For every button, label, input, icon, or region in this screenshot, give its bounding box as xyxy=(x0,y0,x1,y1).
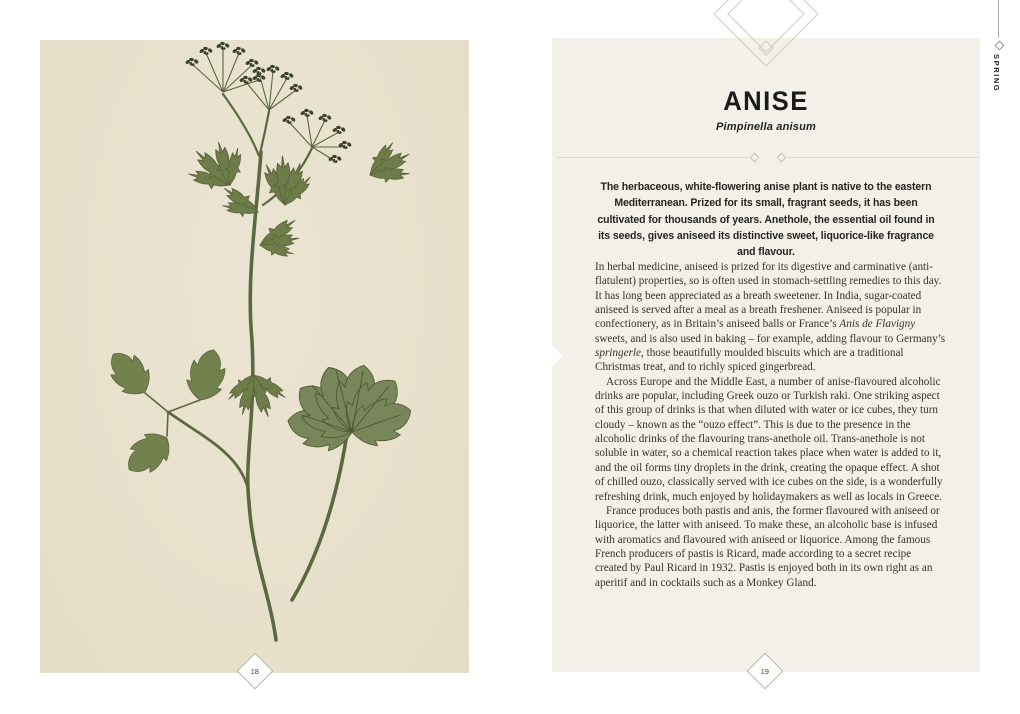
trifoliate-leaf xyxy=(100,343,231,483)
umbel-seeds xyxy=(185,42,352,164)
section-divider xyxy=(558,154,978,161)
umbel-rays xyxy=(192,48,345,161)
body-paragraph: Across Europe and the Middle East, a number of anise-flavoured alcoholic drinks are popular, including Greek ouzo or Turkish raki. One striking aspect of this group of drinks is that when diluted with water or ice cubes, they turn cloudy – known as the “ouzo effect”. This is due to the presence in the alcoholic drinks of the flavouring trans-anethole oil. Trans-anethole is not soluble in water, so a chemical reaction takes place when water is added to it, and the oil forms tiny droplets in the drink, creating the opaque effect. A shot of chilled ouzo, classically served with ice cubes on the side, is a wonderfully refreshing drink, much enjoyed by holidaymakers as well as locals in Greece. xyxy=(595,375,943,503)
body-paragraph: France produces both pastis and anis, the former flavoured with aniseed or liquorice, the latter with aniseed. To make these, an alcoholic base is infused with aromatics and flavoured with aniseed or liquorice. Among the famous French producers of pastis is Ricard, made according to a secret recipe created by Paul Ricard in 1932. Pastis is enjoyed both in its own right as an aperitif and in cocktails such as a Monkey Gland. xyxy=(595,504,940,589)
latin-name: Pimpinella anisum xyxy=(716,121,816,133)
left-page xyxy=(40,40,469,673)
intro-paragraph: The herbaceous, white-flowering anise plant is native to the eastern Mediterranean. Prized for its small, fragrant seeds, it has been cultivated for thousands of years. Anethole, the essential oil found in its seeds, gives aniseed its distinctive sweet, liquorice-like fragrance and flavour. xyxy=(597,181,935,259)
divider-line xyxy=(558,157,749,158)
divider-diamond-icon xyxy=(750,153,760,163)
season-diamond-icon xyxy=(995,41,1005,51)
body-text xyxy=(595,260,946,590)
divider-diamond-icon xyxy=(777,153,787,163)
round-leaf xyxy=(284,359,418,454)
season-label: SPRING xyxy=(992,54,1001,93)
season-marker-line xyxy=(998,0,999,38)
anise-illustration xyxy=(40,40,469,673)
divider-line xyxy=(787,157,978,158)
page-title: ANISE xyxy=(723,86,809,116)
page-number-label: 19 xyxy=(760,666,770,676)
right-page xyxy=(552,38,980,672)
page-number-label: 18 xyxy=(250,666,260,676)
plant-stems xyxy=(145,94,352,640)
body-paragraph: In herbal medicine, aniseed is prized for its digestive and carminative (anti-flatulent) properties, so is often used in stomach-settling remedies to this day. It has long been appreciated as a breath sweetener. In India, sugar-coated aniseed is served after a meal as a breath freshener. Aniseed is popular in confectionery, as in Britain’s aniseed balls or France’s Anis de Flavigny sweets, and is also used in baking – for example, adding flavour to Germany’s springerle, those beautifully moulded biscuits which are a traditional Christmas treat, and to richly spiced gingerbread. xyxy=(595,261,946,374)
page-edge-arrow-icon xyxy=(552,346,563,366)
